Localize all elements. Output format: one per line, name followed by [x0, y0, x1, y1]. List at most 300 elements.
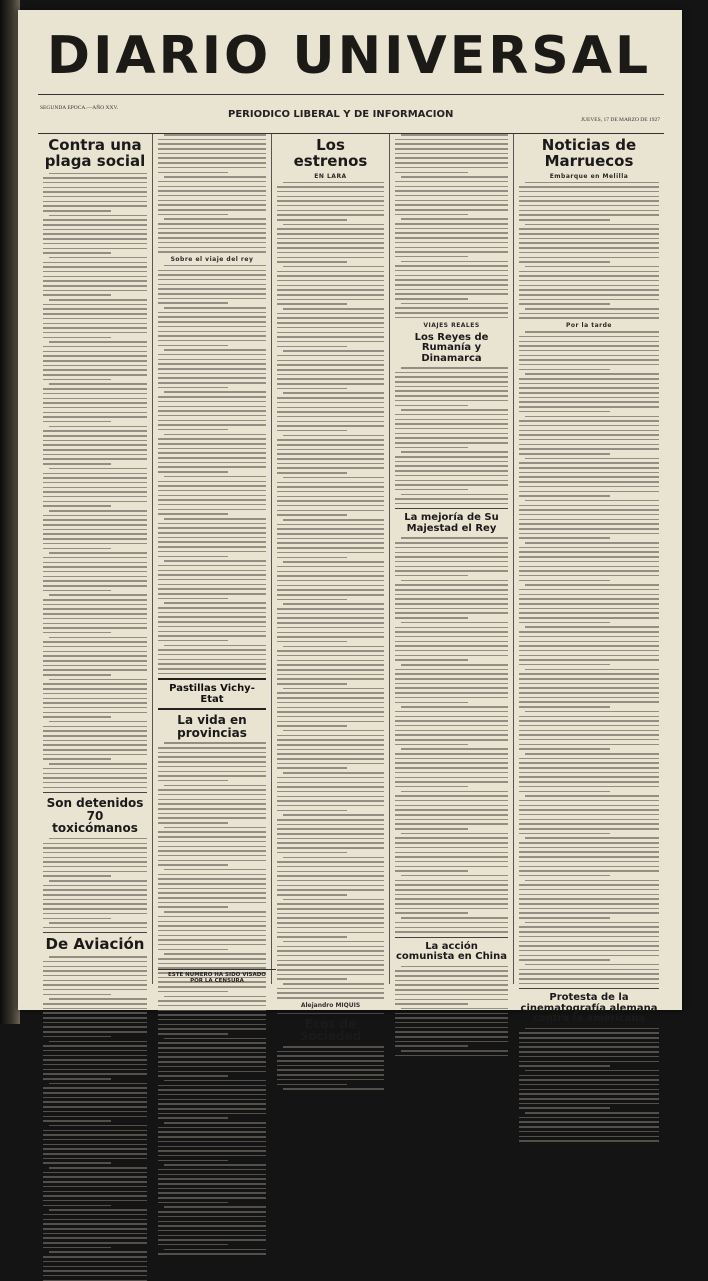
text-line	[395, 889, 508, 891]
text-line	[395, 148, 508, 150]
text-line	[43, 224, 147, 226]
text-line	[164, 476, 266, 478]
text-line	[277, 407, 384, 409]
text-line	[158, 1113, 266, 1115]
text-line	[395, 372, 508, 374]
text-line	[158, 1131, 266, 1133]
text-line	[164, 869, 266, 871]
text-line	[158, 808, 266, 810]
text-line	[43, 557, 147, 559]
text-line	[277, 575, 384, 577]
article-body	[395, 367, 508, 504]
text-line	[395, 641, 508, 643]
text-line	[277, 496, 384, 498]
text-line	[395, 405, 468, 407]
text-line	[519, 476, 659, 478]
text-line	[395, 795, 508, 797]
text-line	[395, 828, 468, 830]
text-line	[395, 809, 508, 811]
text-line	[277, 205, 384, 207]
text-line	[283, 350, 384, 352]
text-line	[519, 945, 659, 947]
text-line	[395, 390, 508, 392]
article-body	[158, 265, 266, 674]
text-line	[158, 1169, 266, 1171]
text-line	[395, 852, 508, 854]
columns	[38, 134, 664, 1044]
text-line	[277, 589, 384, 591]
text-line	[158, 621, 266, 623]
text-line	[43, 369, 147, 371]
text-line	[277, 828, 384, 830]
text-line	[395, 1003, 468, 1005]
text-line	[158, 481, 266, 483]
text-line	[49, 510, 147, 512]
text-line	[519, 547, 659, 549]
text-line	[158, 293, 266, 295]
text-line	[158, 1235, 266, 1237]
text-line	[519, 317, 659, 319]
text-line	[158, 228, 266, 230]
text-line	[519, 931, 659, 933]
text-line	[401, 451, 508, 453]
footer-censura: POR LA CENSURA	[190, 978, 244, 984]
text-line	[395, 786, 468, 788]
text-line	[519, 894, 659, 896]
text-line	[395, 673, 508, 675]
text-line	[43, 205, 147, 207]
text-line	[158, 780, 228, 782]
text-line	[277, 449, 384, 451]
text-line	[283, 1088, 384, 1090]
text-line	[158, 471, 228, 473]
text-line	[519, 889, 659, 891]
text-line	[519, 1037, 659, 1039]
article-body	[158, 134, 266, 253]
text-line	[158, 190, 266, 192]
text-line	[277, 866, 384, 868]
text-line	[158, 499, 266, 501]
text-line	[277, 819, 384, 821]
text-line	[277, 1079, 384, 1081]
text-line	[395, 575, 468, 577]
text-line	[395, 908, 508, 910]
text-line	[43, 430, 147, 432]
text-line	[277, 903, 384, 905]
text-line	[158, 935, 266, 937]
text-line	[277, 594, 384, 596]
text-line	[519, 1098, 659, 1100]
text-line	[519, 641, 659, 643]
text-line	[158, 1052, 266, 1054]
text-line	[277, 641, 347, 643]
text-line	[395, 566, 508, 568]
text-line	[158, 803, 266, 805]
text-line	[277, 650, 384, 652]
text-line	[283, 1046, 384, 1048]
text-line	[43, 1003, 147, 1005]
text-line	[158, 1061, 266, 1063]
text-line	[525, 669, 659, 671]
text-line	[525, 182, 659, 184]
text-line	[164, 434, 266, 436]
article-body	[519, 1028, 659, 1142]
text-line	[158, 1253, 266, 1255]
text-line	[277, 791, 384, 793]
text-line	[158, 565, 266, 567]
text-line	[43, 496, 147, 498]
article-body	[43, 956, 147, 1281]
text-line	[158, 242, 266, 244]
ad-title: Pastillas Vichy-Etat	[169, 683, 255, 706]
text-line	[395, 381, 508, 383]
text-line	[158, 237, 266, 239]
text-line	[283, 266, 384, 268]
text-line	[277, 285, 384, 287]
text-line	[49, 594, 147, 596]
text-line	[164, 218, 266, 220]
text-line	[395, 772, 508, 774]
text-line	[277, 1084, 347, 1086]
text-line	[277, 346, 347, 348]
text-line	[277, 692, 384, 694]
text-line	[277, 360, 384, 362]
text-line	[164, 518, 266, 520]
text-line	[519, 884, 659, 886]
text-line	[395, 484, 508, 486]
text-line	[158, 1099, 266, 1101]
text-line	[277, 796, 384, 798]
text-line	[158, 1085, 266, 1087]
text-line	[277, 974, 384, 976]
text-line	[43, 571, 147, 573]
text-line	[158, 157, 266, 159]
text-line	[43, 182, 147, 184]
text-line	[158, 944, 266, 946]
text-line	[158, 593, 266, 595]
text-line	[395, 456, 508, 458]
text-line	[519, 1075, 659, 1077]
text-line	[395, 498, 508, 500]
text-line	[164, 785, 266, 787]
text-line	[395, 190, 508, 192]
text-line	[519, 701, 659, 703]
text-line	[277, 383, 384, 385]
text-line	[519, 805, 659, 807]
text-line	[401, 1050, 508, 1052]
text-line	[277, 299, 384, 301]
text-line	[395, 195, 508, 197]
text-line	[395, 270, 508, 272]
text-line	[525, 964, 659, 966]
text-line	[277, 289, 384, 291]
text-line	[43, 538, 147, 540]
text-line	[158, 817, 266, 819]
text-line	[158, 1028, 266, 1030]
text-line	[43, 646, 147, 648]
text-line	[395, 814, 508, 816]
text-line	[158, 396, 266, 398]
text-line	[525, 266, 659, 268]
text-line	[158, 153, 266, 155]
text-line	[43, 1130, 147, 1132]
text-line	[283, 941, 384, 943]
text-line	[277, 388, 347, 390]
text-line	[395, 994, 508, 996]
text-line	[158, 556, 228, 558]
text-line	[158, 424, 266, 426]
text-line	[401, 218, 508, 220]
text-line	[49, 341, 147, 343]
text-line	[519, 706, 610, 708]
text-line	[519, 509, 659, 511]
text-line	[158, 546, 266, 548]
text-line	[395, 781, 508, 783]
text-line	[519, 978, 659, 980]
text-line	[43, 758, 111, 760]
text-line	[519, 486, 659, 488]
text-line	[395, 603, 508, 605]
article-body	[43, 173, 147, 789]
text-line	[43, 576, 147, 578]
text-line	[395, 265, 508, 267]
text-line	[519, 608, 659, 610]
text-line	[158, 1108, 266, 1110]
text-line	[401, 833, 508, 835]
text-line	[43, 1181, 147, 1183]
text-line	[43, 327, 147, 329]
text-line	[43, 966, 147, 968]
text-line	[43, 894, 147, 896]
subhead-row	[38, 94, 664, 134]
text-line	[277, 421, 384, 423]
text-line	[277, 735, 384, 737]
text-line	[43, 1186, 147, 1188]
text-line	[277, 538, 384, 540]
text-line	[43, 412, 147, 414]
text-line	[43, 1111, 147, 1113]
text-line	[395, 228, 508, 230]
article-body	[43, 838, 147, 929]
text-line	[158, 771, 266, 773]
text-line	[43, 744, 147, 746]
text-line	[525, 880, 659, 882]
text-line	[43, 1116, 147, 1118]
text-line	[395, 186, 508, 188]
text-line	[158, 925, 266, 927]
text-line	[43, 1256, 147, 1258]
text-line	[401, 706, 508, 708]
text-line	[277, 542, 384, 544]
text-line	[519, 791, 610, 793]
text-line	[158, 415, 266, 417]
text-line	[519, 936, 659, 938]
text-line	[158, 1066, 266, 1068]
text-line	[277, 932, 384, 934]
text-line	[277, 997, 384, 999]
text-line	[395, 442, 508, 444]
text-line	[164, 827, 266, 829]
text-line	[395, 465, 508, 467]
text-line	[158, 1103, 266, 1105]
text-line	[395, 989, 508, 991]
text-line	[43, 562, 147, 564]
text-line	[277, 196, 384, 198]
text-line	[277, 467, 384, 469]
text-line	[158, 1183, 266, 1185]
text-line	[43, 970, 147, 972]
text-line	[519, 523, 659, 525]
text-line	[158, 892, 266, 894]
text-line	[395, 837, 508, 839]
text-line	[43, 1148, 147, 1150]
text-line	[277, 917, 384, 919]
text-line	[43, 421, 111, 423]
text-line	[395, 819, 508, 821]
text-line	[277, 374, 384, 376]
text-line	[158, 214, 228, 216]
text-line	[277, 655, 384, 657]
text-line	[158, 1000, 266, 1002]
text-line	[277, 960, 384, 962]
text-line	[277, 261, 347, 263]
text-line	[395, 880, 508, 882]
text-line	[277, 978, 347, 980]
text-line	[164, 1080, 266, 1082]
text-line	[401, 664, 508, 666]
text-line	[43, 266, 147, 268]
text-line	[158, 316, 266, 318]
text-line	[519, 533, 659, 535]
text-line	[395, 1027, 508, 1029]
text-line	[283, 603, 384, 605]
text-line	[49, 215, 147, 217]
text-line	[158, 906, 228, 908]
text-line	[43, 388, 147, 390]
text-line	[43, 313, 147, 315]
text-line	[49, 998, 147, 1000]
text-line	[277, 472, 347, 474]
text-line	[43, 861, 147, 863]
text-line	[519, 823, 659, 825]
text-line	[43, 473, 147, 475]
text-line	[277, 1074, 384, 1076]
text-line	[395, 223, 508, 225]
text-line	[395, 284, 508, 286]
text-line	[43, 604, 147, 606]
text-line	[277, 805, 384, 807]
text-line	[43, 1092, 147, 1094]
text-line	[395, 767, 508, 769]
text-line	[43, 875, 111, 877]
text-line	[43, 871, 147, 873]
text-line	[158, 143, 266, 145]
text-line	[43, 248, 147, 250]
text-line	[158, 860, 266, 862]
text-line	[277, 486, 384, 488]
text-line	[158, 354, 266, 356]
text-line	[519, 772, 659, 774]
text-line	[519, 603, 659, 605]
text-line	[158, 822, 228, 824]
text-line	[43, 304, 147, 306]
text-line	[401, 494, 508, 496]
text-line	[277, 425, 384, 427]
text-line	[395, 805, 508, 807]
text-line	[395, 584, 508, 586]
text-line	[277, 833, 384, 835]
text-line	[395, 650, 508, 652]
text-line	[158, 659, 266, 661]
text-line	[277, 458, 384, 460]
text-line	[395, 1036, 508, 1038]
text-line	[158, 1178, 266, 1180]
text-line	[277, 749, 384, 751]
text-line	[49, 1209, 147, 1211]
text-line	[519, 744, 659, 746]
text-line	[395, 678, 508, 680]
text-line	[395, 984, 508, 986]
text-line	[519, 430, 659, 432]
text-line	[158, 963, 266, 965]
text-line	[277, 514, 347, 516]
advertisement	[158, 678, 266, 710]
text-line	[277, 885, 384, 887]
text-line	[519, 1046, 659, 1048]
text-line	[277, 636, 384, 638]
text-line	[519, 847, 659, 849]
text-line	[395, 589, 508, 591]
text-line	[519, 1061, 659, 1063]
text-line	[158, 523, 266, 525]
article-body	[395, 134, 508, 318]
column-5	[514, 134, 664, 1025]
text-line	[158, 410, 266, 412]
text-line	[43, 337, 111, 339]
text-line	[395, 903, 508, 905]
dateline: JUEVES, 17 DE MARZO DE 1927	[580, 117, 660, 123]
text-line	[158, 958, 266, 960]
text-line	[519, 833, 610, 835]
text-line	[158, 167, 266, 169]
text-line	[158, 888, 266, 890]
text-line	[519, 1126, 659, 1128]
text-line	[519, 617, 659, 619]
text-line	[519, 387, 659, 389]
text-line	[43, 599, 147, 601]
text-line	[277, 397, 384, 399]
text-line	[283, 857, 384, 859]
text-line	[519, 350, 659, 352]
text-line	[158, 485, 266, 487]
text-line	[277, 247, 384, 249]
text-line	[277, 186, 384, 188]
text-line	[277, 913, 384, 915]
text-line	[164, 391, 266, 393]
text-line	[43, 1261, 147, 1263]
text-line	[395, 800, 508, 802]
text-line	[158, 181, 266, 183]
text-line	[519, 983, 659, 985]
text-line	[43, 1106, 147, 1108]
text-line	[43, 777, 147, 779]
text-line	[277, 861, 384, 863]
text-line	[158, 1033, 228, 1035]
text-line	[519, 336, 659, 338]
text-line	[519, 425, 659, 427]
text-line	[158, 1160, 228, 1162]
text-line	[395, 645, 508, 647]
